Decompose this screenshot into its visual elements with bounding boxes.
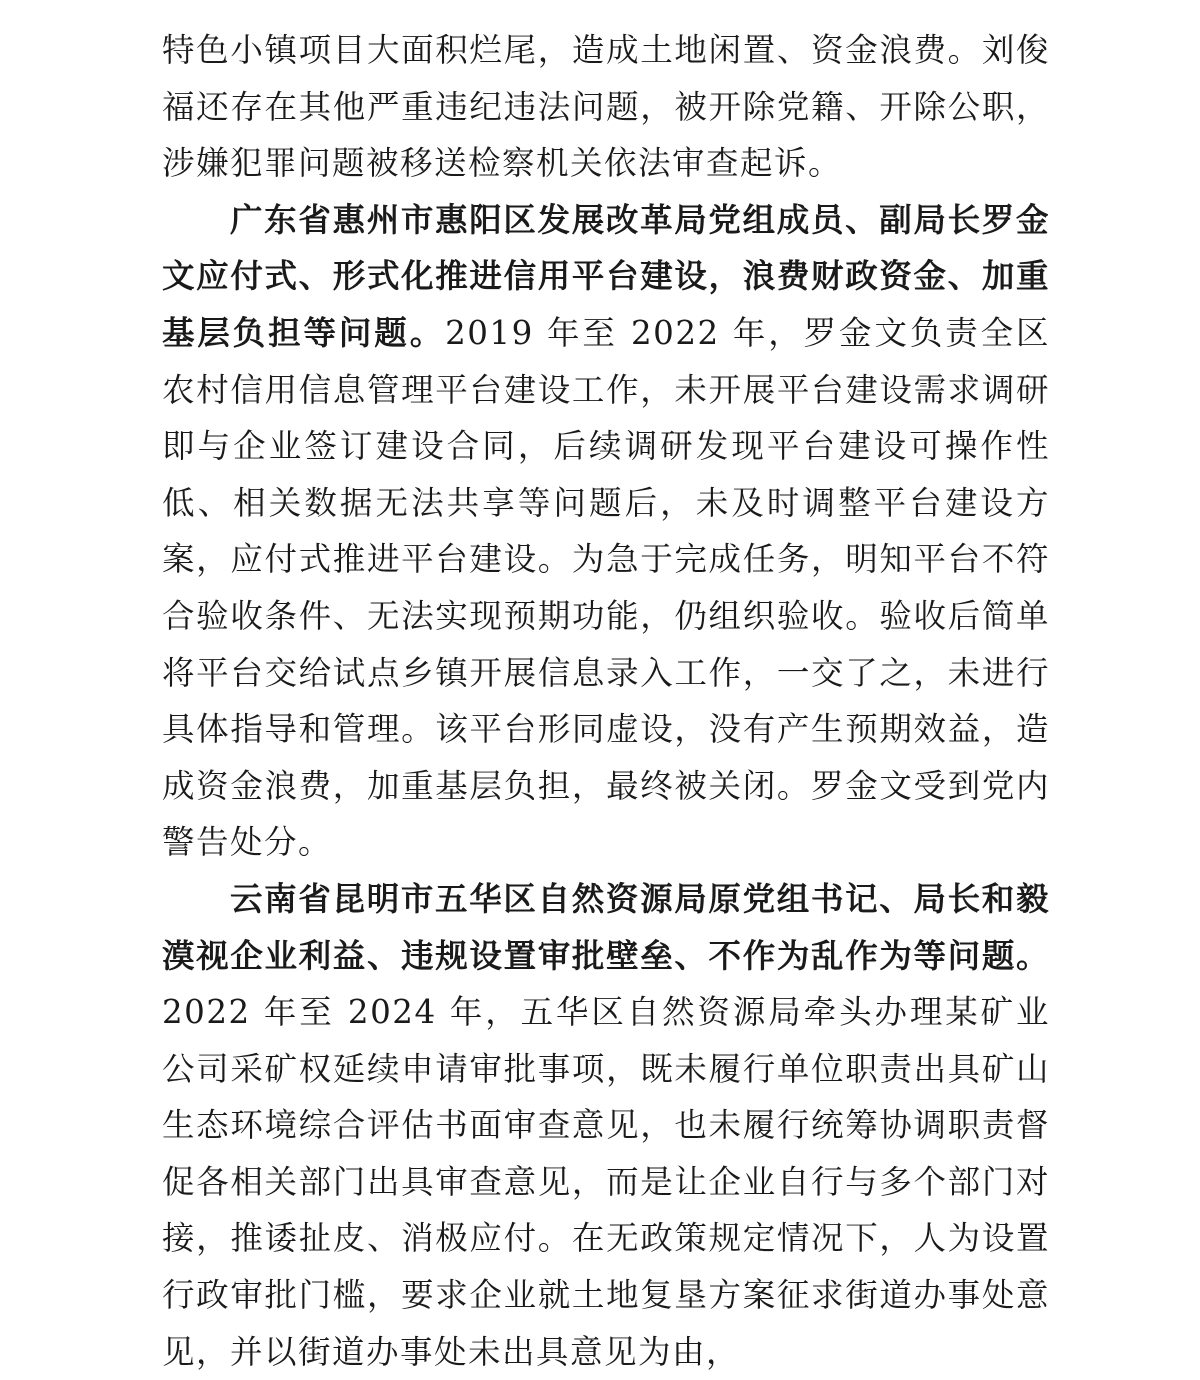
case-heading: 广东省惠州市惠阳区发展改革局党组成员、副局长罗金文应付式、形式化推进信用平台建设，浪费财政资金、加重基层负担等问题。 [162, 200, 1050, 352]
paragraph-text: 特色小镇项目大面积烂尾，造成土地闲置、资金浪费。刘俊福还存在其他严重违纪违法问题，被开除党籍、开除公职，涉嫌犯罪问题被移送检察机关依法审查起诉。 [162, 31, 1050, 183]
paragraph-continuation [162, 22, 1050, 192]
case-heading: 云南省昆明市五华区自然资源局原党组书记、局长和毅漠视企业利益、违规设置审批壁垒、不作为乱作为等问题。 [162, 879, 1050, 975]
document-page [162, 0, 1050, 1371]
paragraph-wuhua-case [162, 871, 1050, 1380]
paragraph-huiyang-case [162, 192, 1050, 871]
paragraph-text: 2019 年至 2022 年，罗金文负责全区农村信用信息管理平台建设工作，未开展平台建设需求调研即与企业签订建设合同，后续调研发现平台建设可操作性低、相关数据无法共享等问题后，未及时调整平台建设方案，应付式推进平台建设。为急于完成任务，明知平台不符合验收条件、无法实现预期功能，仍组织验收。验收后简单将平台交给试点乡镇开展信息录入工作，一交了之，未进行具体指导和管理。该平台形同虚设，没有产生预期效益，造成资金浪费，加重基层负担，最终被关闭。罗金文受到党内警告处分。 [162, 313, 1050, 862]
paragraph-text: 2022 年至 2024 年，五华区自然资源局牵头办理某矿业公司采矿权延续申请审批事项，既未履行单位职责出具矿山生态环境综合评估书面审查意见，也未履行统筹协调职责督促各相关部门出具审查意见，而是让企业自行与多个部门对接，推诿扯皮、消极应付。在无政策规定情况下，人为设置行政审批门槛，要求企业就土地复垦方案征求街道办事处意见，并以街道办事处未出具意见为由， [162, 993, 1050, 1371]
